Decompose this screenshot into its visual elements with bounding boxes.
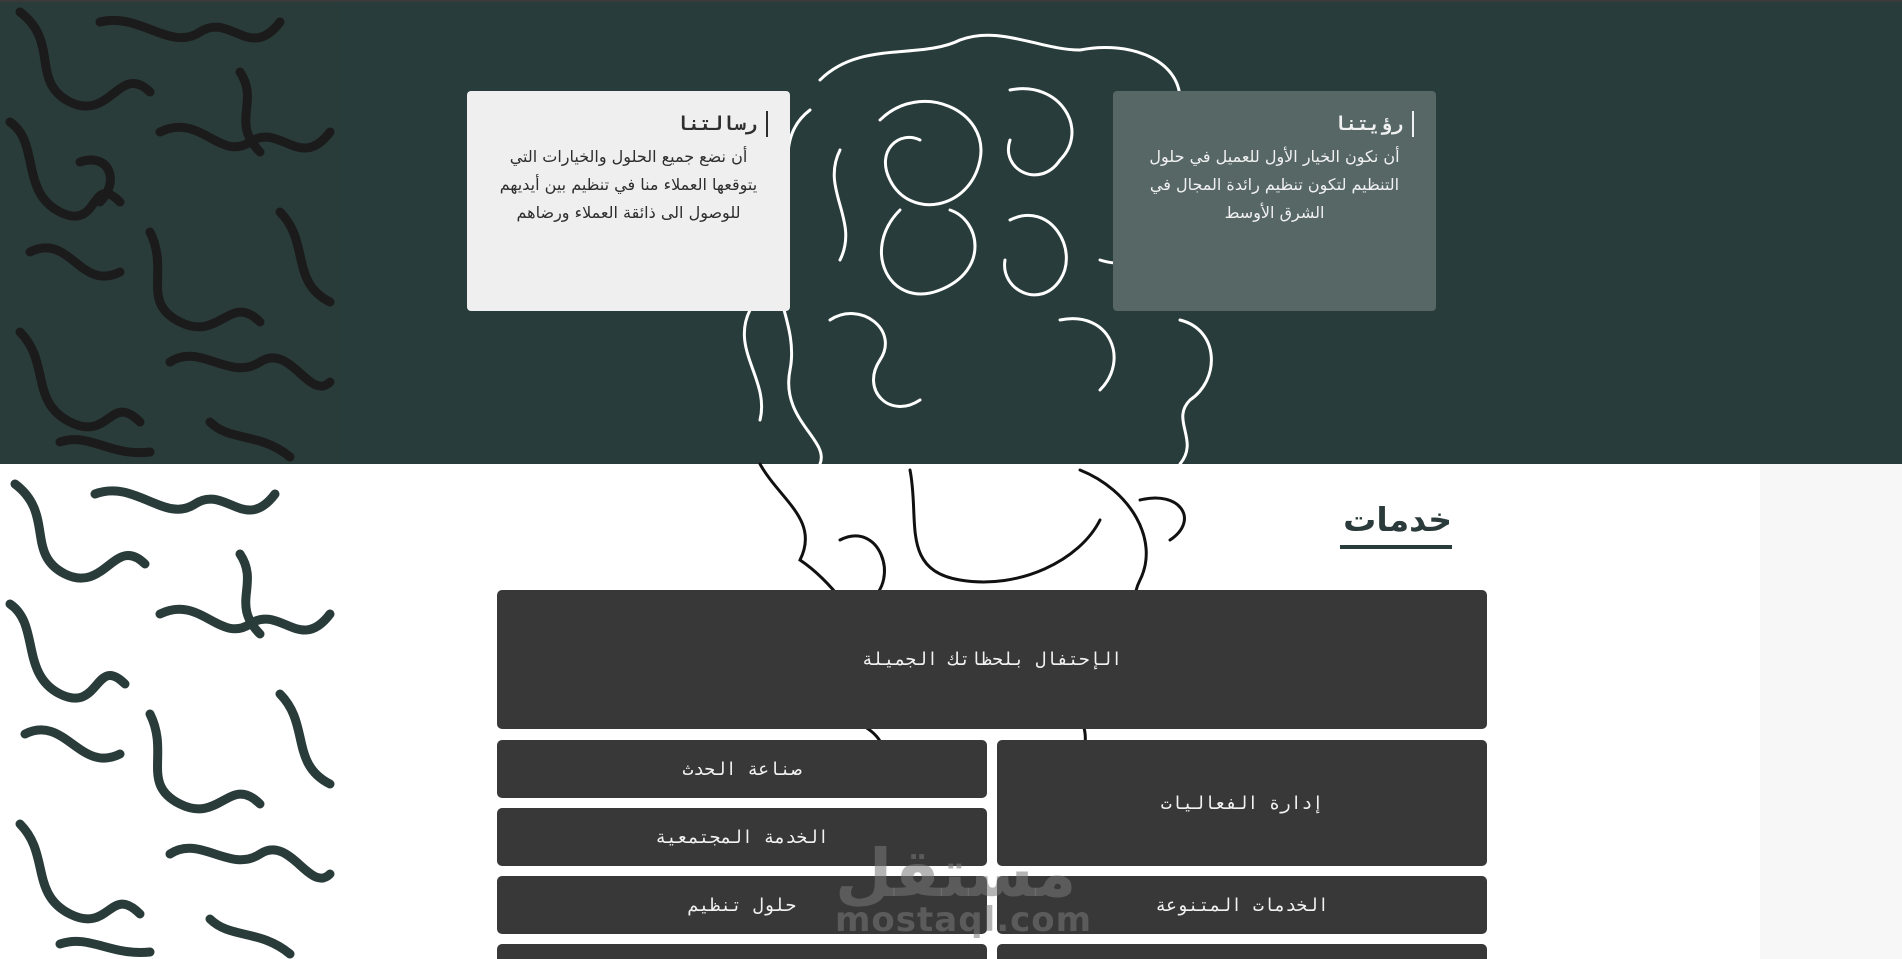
service-button-organizing-solutions[interactable]: حلول تنظيم xyxy=(497,876,987,934)
service-button-partial-right[interactable] xyxy=(997,944,1487,959)
squiggle-pattern-dark xyxy=(0,2,340,464)
mission-title: رسالتنا xyxy=(489,111,768,137)
service-button-event-making[interactable]: صناعة الحدث xyxy=(497,740,987,798)
vision-title: رؤيتنا xyxy=(1135,111,1414,137)
services-heading: خدمات xyxy=(1340,500,1452,549)
squiggle-pattern-light xyxy=(0,464,340,959)
service-button-community-service[interactable]: الخدمة المجتمعية xyxy=(497,808,987,866)
service-button-various-services[interactable]: الخدمات المتنوعة xyxy=(997,876,1487,934)
service-button-partial-left[interactable] xyxy=(497,944,987,959)
service-button-event-management[interactable]: إدارة الفعاليات xyxy=(997,740,1487,866)
mission-text: أن نضع جميع الحلول والخيارات التي يتوقعها العملاء منا في تنظيم بين أيديهم للوصول الى ذائقة العملاء ورضاهم xyxy=(499,147,758,222)
service-button-celebrate[interactable]: الإحتفال بلحظاتك الجميلة xyxy=(497,590,1487,729)
watermark-latin: mostaql.com xyxy=(835,900,1093,940)
vision-text: أن نكون الخيار الأول للعميل في حلول التنظيم لتكون تنظيم رائدة المجال في الشرق الأوسط xyxy=(1149,147,1400,222)
mission-card xyxy=(467,91,790,311)
right-side-panel xyxy=(1760,464,1902,959)
vision-card xyxy=(1113,91,1436,311)
watermark-arabic: مستقل xyxy=(835,835,1077,912)
